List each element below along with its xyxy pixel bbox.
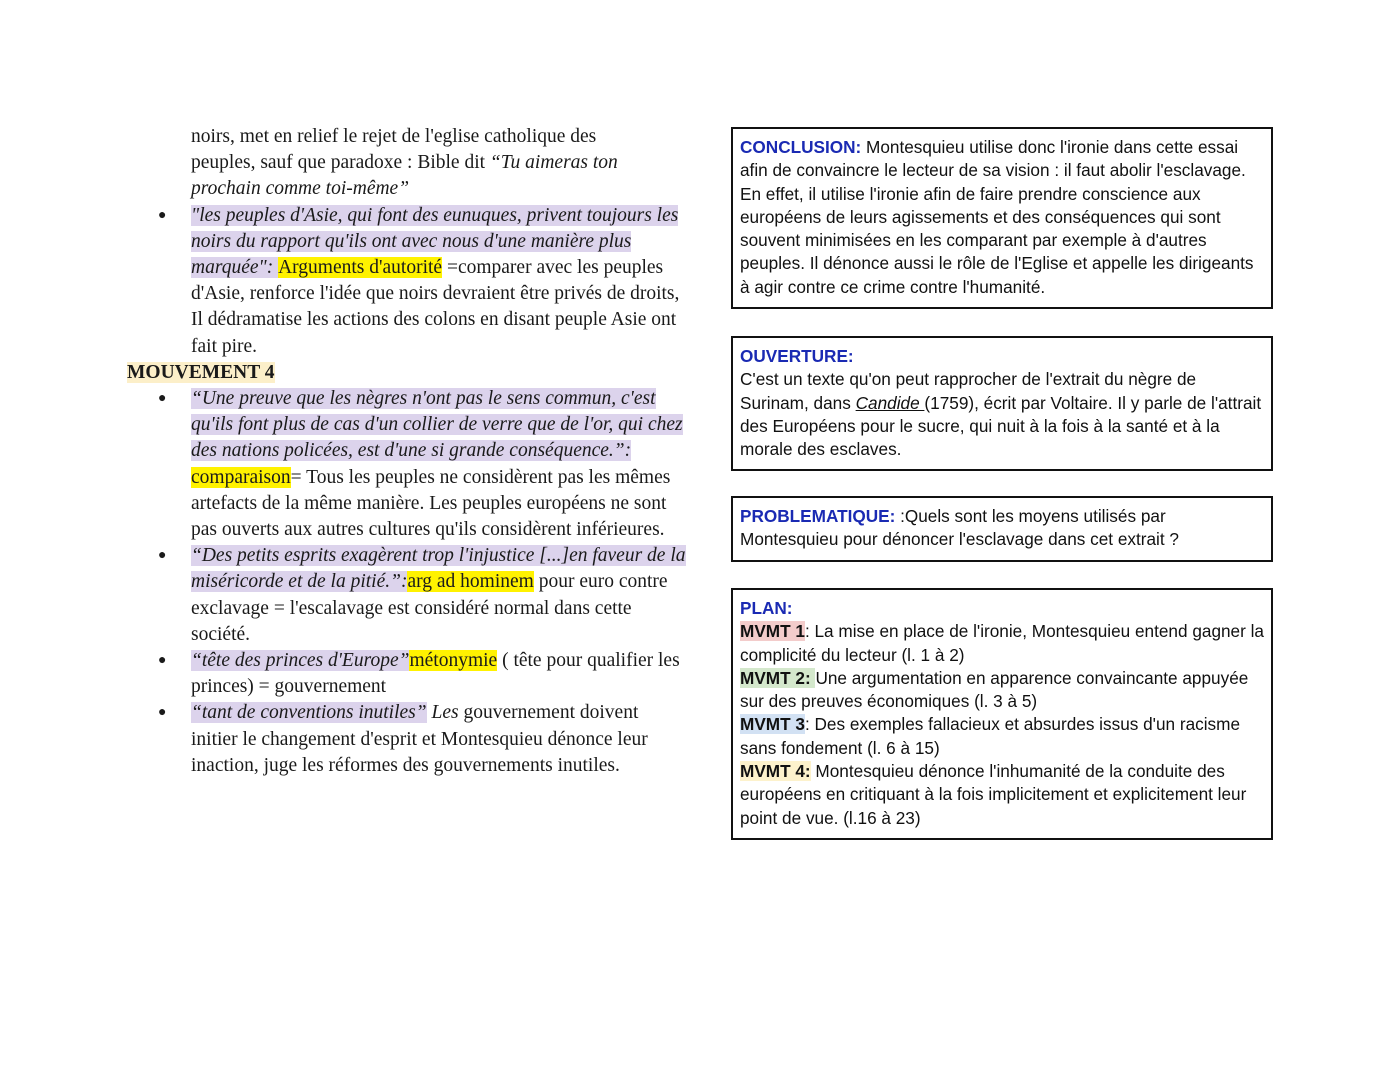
- mvmt-sep: :: [804, 714, 810, 735]
- plan-item-3: [740, 713, 1264, 760]
- mvmt-label: MVMT 1: [740, 621, 805, 642]
- italic-word: Les: [426, 702, 459, 724]
- problematique-box: [731, 496, 1273, 562]
- ouverture-text-before: C'est un texte qu'on peut rapprocher de l'extrait du nègre de Surinam, dans: [740, 369, 1197, 413]
- explanation: = Tous les peuples ne considèrent pas les mêmes artefacts de la même manière. Les peuples européens ne sont pas ouverts aux autres cultures qu'ils considèrent inférieures.: [191, 466, 671, 541]
- highlight-term: Arguments d'autorité: [278, 257, 443, 279]
- plan-item-4: [740, 760, 1264, 830]
- bible-quote: “Tu aimeras ton prochain comme toi-même”: [191, 152, 618, 200]
- mvmt-text: Montesquieu dénonce l'inhumanité de la conduite des européens en critiquant à la fois implicitement et explicitement leur point de vue. (l.16 à 23): [740, 761, 1247, 828]
- mouvement-4-heading: MOUVEMENT 4: [127, 361, 275, 383]
- bullet-item-conventions: [127, 700, 687, 779]
- ouverture-text-after: (1759), écrit par Voltaire. Il y parle de l'attrait des Européens pour le sucre, qui nuit à la fois à la santé et à la morale des esclaves.: [740, 392, 1262, 460]
- problematique-title: PROBLEMATIQUE:: [740, 506, 896, 526]
- mvmt-label: MVMT 4:: [740, 761, 811, 782]
- intro-paragraph: [127, 124, 687, 203]
- problematique-text: :Quels sont les moyens utilisés par Montesquieu pour dénoncer l'esclavage dans cet extrait ?: [740, 506, 1179, 550]
- mvmt-text: Des exemples fallacieux et absurdes issus d'un racisme sans fondement (l. 6 à 15): [740, 714, 1241, 758]
- highlight-term: métonymie: [409, 650, 498, 672]
- bullet-dot-icon: ●: [158, 207, 167, 223]
- ouverture-title: OUVERTURE:: [740, 346, 854, 366]
- bullet-dot-icon: ●: [158, 391, 167, 407]
- bullet-item-asie: [127, 203, 687, 360]
- conclusion-text: Montesquieu utilise donc l'ironie dans cette essai afin de convaincre le lecteur de sa vision : il faut abolir l'esclavage. En effet, il utilise l'ironie afin de faire prendre conscience aux européens de leurs agissements et des conséquences qui sont souvent minimisées en les comparant par exemple à d'autres peuples. Il dénonce aussi le rôle de l'Eglise et appelle les dirigeants à agir contre ce crime contre l'humanité.: [740, 137, 1254, 297]
- explanation: =comparer avec les peuples d'Asie, renforce l'idée que noirs devraient être privés de droits, Il dédramatise les actions des colons en disant peuple Asie ont fait pire.: [191, 257, 680, 357]
- quote: “tant de conventions inutiles”: [191, 702, 427, 724]
- ouverture-box: [731, 336, 1273, 471]
- mvmt-text: La mise en place de l'ironie, Montesquieu entend gagner la complicité du lecteur (l. 1 à 2): [740, 621, 1264, 665]
- conclusion-title: CONCLUSION:: [740, 137, 862, 157]
- plan-title: PLAN:: [740, 598, 793, 618]
- explanation: pour euro contre exclavage = l'escalavage est considéré normal dans cette société.: [191, 571, 668, 645]
- mvmt-sep: :: [804, 621, 810, 642]
- quote: “Des petits esprits exagèrent trop l'injustice [...]en faveur de la miséricorde et de la pitié.”:: [191, 545, 686, 593]
- highlight-term: comparaison: [191, 466, 291, 488]
- plan-item-2: [740, 667, 1264, 714]
- bullet-item-collier: [127, 386, 687, 543]
- quote: "les peuples d'Asie, qui font des eunuques, privent toujours les noirs du rapport qu'ils ont avec nous d'une manière plus marquée":: [191, 204, 679, 279]
- mvmt-text: Une argumentation en apparence convaincante appuyée sur des preuves économiques (l. 3 à 5): [740, 667, 1249, 712]
- intro-text-1: noirs, met en relief le rejet de l'eglise catholique des: [191, 126, 597, 147]
- bullet-item-esprits: [127, 543, 687, 648]
- plan-item-1: [740, 620, 1264, 667]
- bullet-item-princes: [127, 648, 687, 700]
- intro-text-2: peuples, sauf que paradoxe : Bible dit: [191, 152, 490, 174]
- bullet-dot-icon: ●: [158, 548, 167, 564]
- mvmt-label: MVMT 3: [740, 714, 805, 735]
- explanation: ( tête pour qualifier les princes) = gouvernement: [191, 650, 680, 698]
- highlight-term: arg ad hominem: [407, 571, 534, 593]
- mvmt-label: MVMT 2: [740, 667, 805, 688]
- mvmt-sep: :: [804, 667, 816, 688]
- explanation: gouvernement doivent initier le changement d'esprit et Montesquieu dénonce leur inaction, juge les réformes des gouvernements inutiles.: [191, 702, 648, 776]
- plan-box: [731, 588, 1273, 840]
- bullet-dot-icon: ●: [158, 653, 167, 669]
- section-heading: [127, 360, 687, 386]
- conclusion-box: [731, 127, 1273, 309]
- bullet-dot-icon: ●: [158, 705, 167, 721]
- quote: “Une preuve que les nègres n'ont pas le sens commun, c'est qu'ils font plus de cas d'un collier de verre que de l'or, qui chez des nations policées, est d'une si grande conséquence.”:: [191, 388, 683, 462]
- quote: “tête des princes d'Europe”: [191, 650, 410, 672]
- notes-column: [127, 124, 687, 779]
- book-title: Candide: [855, 392, 925, 413]
